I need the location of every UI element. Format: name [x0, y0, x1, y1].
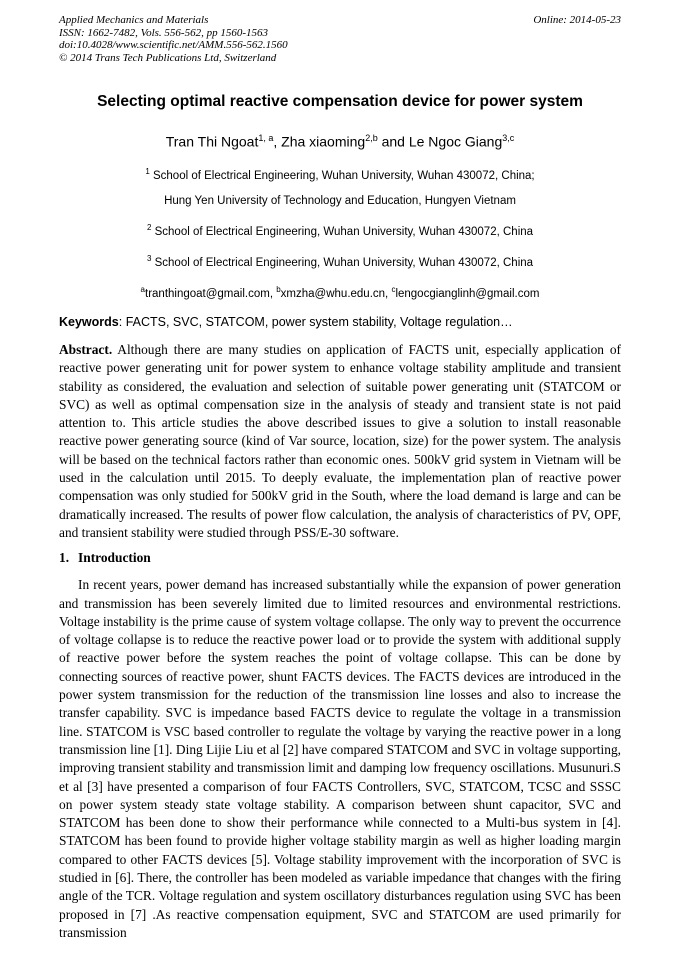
email-1-sup: a: [140, 285, 145, 295]
author-sup-1: 1, a: [258, 133, 274, 143]
section-heading-introduction: [59, 549, 621, 567]
email-2-sup: b: [276, 285, 281, 295]
paper-title: Selecting optimal reactive compensation device for power system: [97, 93, 583, 110]
email-3-text: lengocgianglinh@gmail.com: [395, 287, 540, 300]
keywords-line: [59, 315, 621, 330]
abstract-label: Abstract.: [59, 341, 113, 357]
affiliation-1-text: School of Electrical Engineering, Wuhan University, Wuhan 430072, China;: [149, 169, 535, 182]
introduction-paragraph: In recent years, power demand has increased substantially while the expansion of power generation and transmission has been severely limited due to limited resources and environmental restrictions. Voltage instability is the prime cause of system voltage collapse. The only way to prevent the occurrence of voltage collapse is to reduce the reactive power load or to provide the system with additional supply of reactive power before the system reaches the point of voltage collapse. This can be done by connecting sources of reactive power, shunt FACTS devices. The FACTS devices are introduced in the power system transmission for the reduction of the transmission line losses and also to increase the transfer capability. SVC is impedance based FACTS device to regulate the voltage in a transmission line. STATCOM is VSC based controller to regulate the voltage by varying the reactive power in a long transmission line [1]. Ding Lijie Liu et al [2] have compared STATCOM and SVC in voltage supporting, improving transient stability and transmission limit and damping low frequency oscillations. Musunuri.S et al [3] have presented a comparison of four FACTS Controllers, SVC, STATCOM, TCSC and SSSC on power system steady state voltage stability. A comparison between shunt capacitor, SVC and STATCOM has been done to show their performance while connected to a Multi-bus system in [4]. STATCOM has been found to provide higher voltage stability margin as well as higher loading margin compared to other FACTS devices [5]. Voltage stability improvement with the incorporation of SVC is studied in [6]. There, the controller has been modeled as variable impedance that changes with the firing angle of the TCR. Voltage regulation and system oscillatory disturbances regulation using SVC has been proposed in [7] .As reactive compensation equipment, SVC and STATCOM are used primarily for transmission: [59, 577, 621, 940]
affiliation-2: [59, 221, 621, 239]
author-sup-2: 2,b: [365, 133, 378, 143]
affiliation-1-continued-text: Hung Yen University of Technology and Education, Hungyen Vietnam: [164, 195, 516, 208]
keywords-text: : FACTS, SVC, STATCOM, power system stability, Voltage regulation…: [118, 314, 513, 329]
journal-issn-line: ISSN: 1662-7482, Vols. 556-562, pp 1560-1563: [59, 26, 268, 39]
online-date: Online: 2014-05-23: [533, 14, 621, 26]
journal-doi-line: doi:10.4028/www.scientific.net/AMM.556-562.1560: [59, 39, 288, 51]
journal-header: [59, 14, 621, 64]
journal-info-block: [59, 14, 288, 64]
affiliation-3-sup: 3: [146, 254, 152, 264]
keywords-label: Keywords: [59, 314, 119, 329]
section-title: Introduction: [78, 550, 151, 566]
abstract-paragraph: [59, 341, 621, 542]
author-emails-line: [59, 283, 621, 301]
affiliation-1-continued: [59, 195, 621, 208]
email-2-text: xmzha@whu.edu.cn,: [280, 287, 392, 300]
journal-copyright-line: © 2014 Trans Tech Publications Ltd, Switzerland: [59, 51, 277, 64]
affiliations-block: [59, 165, 621, 301]
email-3-sup: c: [391, 285, 396, 295]
affiliation-1-sup: 1: [145, 166, 150, 176]
email-1-text: tranthingoat@gmail.com,: [145, 287, 277, 300]
affiliation-1: [59, 165, 621, 183]
affiliation-3-text: School of Electrical Engineering, Wuhan University, Wuhan 430072, China: [151, 257, 534, 270]
author-name-3: Le Ngoc Giang: [408, 133, 503, 150]
affiliation-2-sup: 2: [146, 223, 152, 233]
section-number: 1.: [59, 550, 70, 566]
author-name-1: Tran Thi Ngoat: [165, 133, 259, 150]
author-name-2: Zha xiaoming: [281, 133, 366, 150]
journal-name: Applied Mechanics and Materials: [59, 14, 209, 26]
authors-line: [59, 128, 621, 152]
author-separator-1: ,: [273, 133, 282, 150]
author-sup-3: 3,c: [502, 133, 515, 143]
affiliation-3: [59, 252, 621, 270]
abstract-text: Although there are many studies on application of FACTS unit, especially application of reactive power generating unit for power system to enhance voltage stability amplitude and transient stability as considered, the evaluation and selection of suitable power generating unit (STATCOM or SVC) as well as optimal compensation size in the analysis of steady and transient state is not paid attention to. This article studies the above described issues to give a solution to install reasonable reactive power generating source (kind of Var source, location, size) for the power system. The analysis will be based on the technical factors rather than economic ones. 500kV grid system in Vietnam will be used in the calculation until 2015. To deeply evaluate, the implementation plan of reactive power compensation was only studied for 500kV grid in the South, where the load demand is large and can be dramatically increased. The results of power flow calculation, the analysis of characteristics of PV, OPF, and transient stability were studied through PSS/E-30 software.: [59, 341, 621, 540]
affiliation-2-text: School of Electrical Engineering, Wuhan University, Wuhan 430072, China: [151, 226, 534, 239]
author-separator-2: and: [377, 133, 409, 150]
